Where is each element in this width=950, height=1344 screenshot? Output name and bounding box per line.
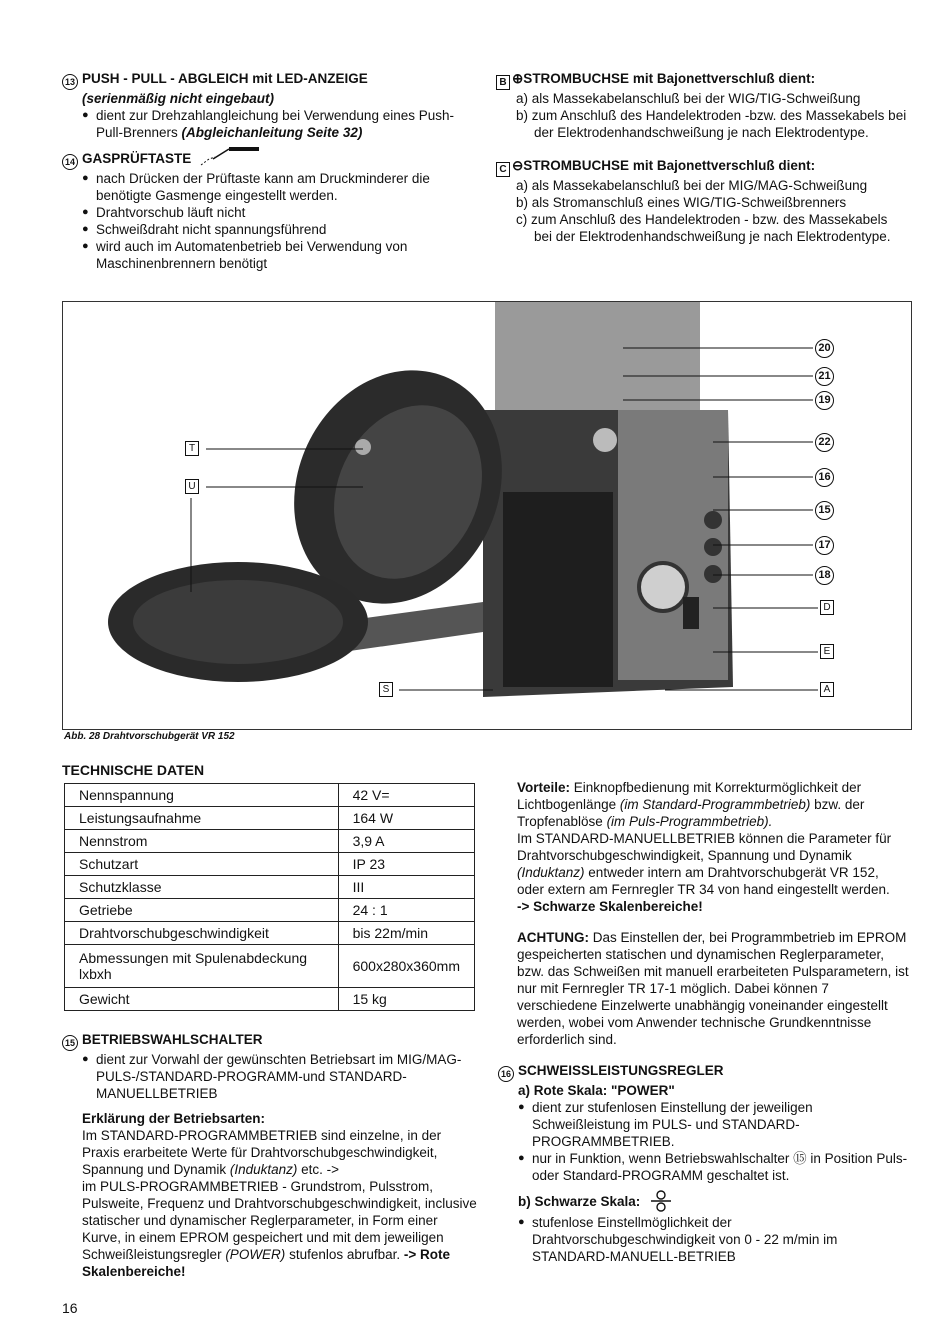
section-13 [62,70,477,272]
figure-box [62,301,912,730]
bullet-13: ● dient zur Drehzahlangleichung bei Verwendung eines Push-Pull-Brenners (Abgleichanleitung Seite 32) [82,107,477,141]
table-row: Schutzklasse III [65,876,475,899]
heading-C: C ⊖STROMBUCHSE mit Bajonettverschluß dient: [496,157,908,177]
label-U: U [185,479,199,494]
wire-feeder-photo [63,302,911,729]
label-19: 19 [815,391,834,410]
wire-reel-icon [648,1188,674,1214]
tech-table [64,783,475,1011]
figure-caption: Abb. 28 Drahtvorschubgerät VR 152 [64,731,235,742]
label-D: D [820,600,834,615]
table-row: Nennspannung 42 V= [65,784,475,807]
label-17: 17 [815,536,834,555]
label-16: 16 [815,468,834,487]
table-row: Schutzart IP 23 [65,853,475,876]
heading-13: 13 PUSH - PULL - ABGLEICH mit LED-ANZEIGE [62,70,477,90]
heading-16: 16 SCHWEISSLEISTUNGSREGLER [498,1062,910,1082]
label-T: T [185,441,199,456]
table-row: Drahtvorschubgeschwindigkeit bis 22m/min [65,922,475,945]
label-A: A [820,682,834,697]
label-E: E [820,644,834,659]
label-S: S [379,682,393,697]
section-16: 16 SCHWEISSLEISTUNGSREGLER a) Rote Skala: "POWER" ● dient zur stufenlosen Einstellung der jeweiligen Schweißleistung im PULS- und STANDARD-PROGRAMMBETRIEB. ● nur in Funktion, wenn Betriebswahlschalter ⑮ in Position Puls- oder Standard-PROGRAMM geschaltet ist. b) Schwarze Skala: ● stufenlose Einstellmöglichkeit der Drahtvorschubgeschwindigkeit von 0 - 22 m/min im STANDARD-MANUELL-BETRIEB [498,1062,910,1265]
section-vorteile: Vorteile: Einknopfbedienung mit Korrekturmöglichkeit der Lichtbogenlänge (im Standard-Programmbetrieb) bzw. der Tropfenablöse (im Puls-Programmbetrieb). Im STANDARD-MANUELLBETRIEB können die Parameter für Drahtvorschubgeschwindigkeit, Spannung und Dynamik (Induktanz) entweder intern am Drahtvorschubgerät VR 152, oder extern am Fernregler TR 34 von hand eingestellt werden. -> Schwarze Skalenbereiche! ACHTUNG: Das Einstellen der, bei Programmbetrieb im EPROM gespeicherten statischen und dynamischen Reglerparameter, bzw. das Schweißen mit manuell erarbeiteten Pulsparametern, ist nur mit Fernregler TR 17-1 möglich. Dabei können 7 verschiedene Einzelwerte unabhängig voneinander eingestellt werden, wobei vom Anwender technische Grundkenntnisse erforderlich sind. [517,780,909,1047]
heading-14: 14 GASPRÜFTASTE [62,147,477,170]
page-number: 16 [62,1300,78,1316]
label-18: 18 [815,566,834,585]
bullets-14: ● nach Drücken der Prüftaste kann am Druckminderer die benötigte Gasmenge eingestellt werden. ● Drahtvorschub läuft nicht ● Schweißdraht nicht spannungsführend ● wird auch im Automatenbetrieb bei Verwendung von Maschinenbrennern benötigt [82,170,477,272]
table-row: Gewicht 15 kg [65,988,475,1011]
table-row: Leistungsaufnahme 164 W [65,807,475,830]
torch-icon [199,147,261,167]
label-15: 15 [815,501,834,520]
section-15: 15 BETRIEBSWAHLSCHALTER ● dient zur Vorwahl der gewünschten Betriebsart im MIG/MAG-PULS-/STANDARD-PROGRAMM-und STANDARD-MANUELLBETRIEB Erklärung der Betriebsarten: Im STANDARD-PROGRAMMBETRIEB sind einzelne, in der Praxis erarbeitete Werte für Drahtvorschubgeschwindigkeit, Spannung und Dynamik (Induktanz) etc. -> im PULS-PROGRAMMBETRIEB - Grundstrom, Pulsstrom, Pulsweite, Frequenz und Drahtvorschubgeschwindigkeit, inclusive statischer und dynamischer Reglerparameter, in Form einer Kurve, in einem EPROM gespeichert und mit dem jeweiligen Schweißleistungsregler (POWER) stufenlos abrufbar. -> Rote Skalenbereiche! [62,1031,477,1280]
table-row: Nennstrom 3,9 A [65,830,475,853]
label-22: 22 [815,433,834,452]
tech-heading: TECHNISCHE DATEN [62,762,205,778]
heading-15: 15 BETRIEBSWAHLSCHALTER [62,1031,477,1051]
subtitle-13: (serienmäßig nicht eingebaut) [82,91,275,106]
section-B-C: B ⊕STROMBUCHSE mit Bajonettverschluß dient: a) als Massekabelanschluß bei der WIG/TIG-Schweißung b) zum Anschluß des Handelektroden -bzw. des Massekabels bei der Elektrodenhandschweißung je nach Elektrodentype. C ⊖STROMBUCHSE mit Bajonettverschluß dient: a) als Massekabelanschluß bei der MIG/MAG-Schweißung b) als Stromanschluß eines WIG/TIG-Schweißbrenners c) zum Anschluß des Handelektroden - bzw. des Massekabels bei der Elektrodenhandschweißung je nach Elektrodentype. [496,70,908,245]
label-21: 21 [815,367,834,386]
table-row: Abmessungen mit Spulenabdeckung lxbxh 600x280x360mm [65,945,475,988]
table-row: Getriebe 24 : 1 [65,899,475,922]
label-20: 20 [815,339,834,358]
heading-B: B ⊕STROMBUCHSE mit Bajonettverschluß dient: [496,70,908,90]
